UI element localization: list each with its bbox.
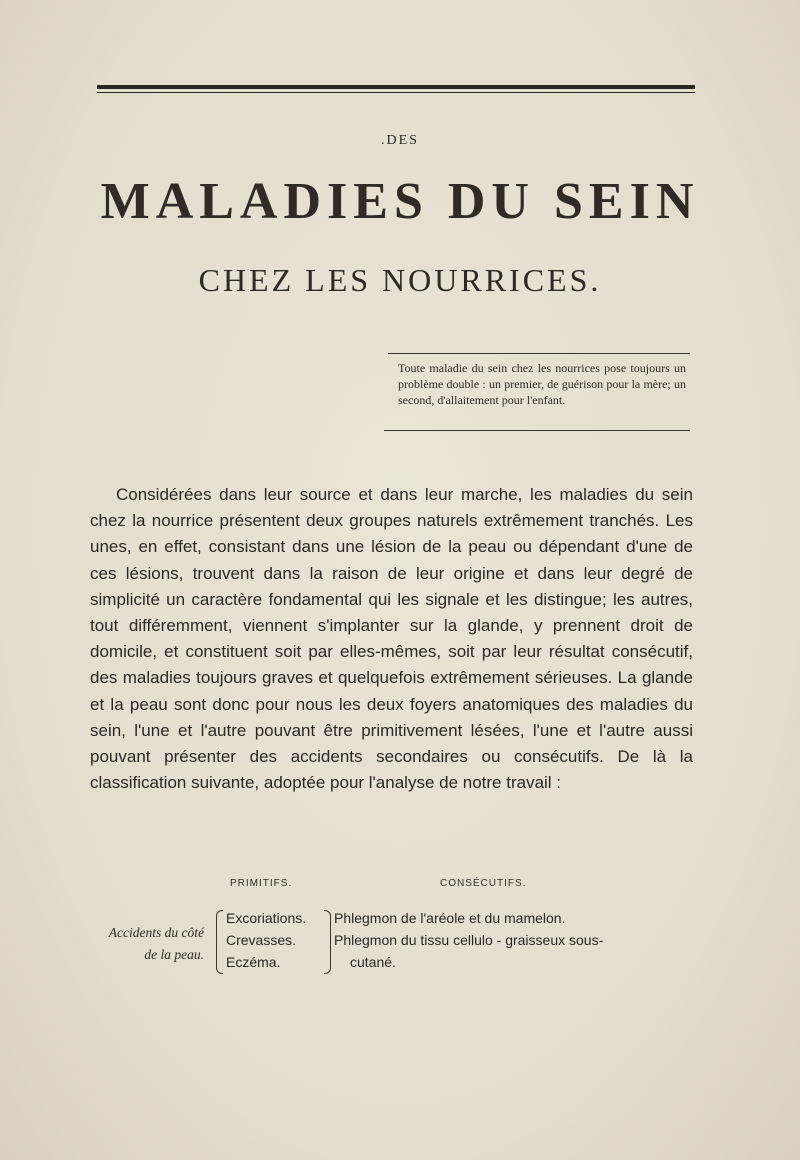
- title-prefix: .DES: [381, 133, 419, 148]
- page-title-line2: CHEZ LES NOURRICES.: [198, 262, 602, 298]
- epigraph: Toute maladie du sein chez les nourrices pose toujours un problème double : un premier, de guérison pour la mère; un second, d'allaitement pour l'enfant.: [398, 361, 686, 407]
- list-item: Phlegmon de l'aréole et du mamelon.: [334, 910, 566, 926]
- consecutive-list: [334, 907, 696, 973]
- column-header-primitive: PRIMITIFS.: [230, 878, 293, 889]
- list-item: Phlegmon du tissu cellulo - graisseux sous-: [334, 932, 604, 948]
- epigraph-bottom-rule: [384, 430, 690, 431]
- list-item: Excoriations.: [226, 910, 307, 926]
- primitive-list: [226, 907, 326, 973]
- epigraph-top-rule: [388, 353, 690, 354]
- column-header-consecutive: CONSÉCUTIFS.: [440, 878, 527, 889]
- top-rule: [97, 85, 695, 93]
- body-paragraph: Considérées dans leur source et dans leur marche, les maladies du sein chez la nourrice présentent deux groupes naturels extrêmement tranchés. Les unes, en effet, consistant dans une lésion de la peau ou dépendant d'une de ces lésions, trouvent dans la raison de leur origine et dans leur degré de simplicité un caractère fondamental qui les signale et les distingue; les autres, tout différemment, viennent s'implanter sur la glande, y prennent droit de domicile, et constituent soit par elles-mêmes, soit par leur résultat consécutif, des maladies toujours graves et quelquefois extrêmement sérieuses. La glande et la peau sont donc pour nous les deux foyers anatomiques des maladies du sein, l'une et l'autre pouvant être primitivement lésées, l'une et l'autre aussi pouvant présenter des accidents secondaires ou consécutifs. De là la classification suivante, adoptée pour l'analyse de notre travail :: [90, 485, 693, 793]
- right-brace: [324, 910, 331, 974]
- left-brace: [216, 910, 223, 974]
- group-label: [86, 922, 204, 966]
- list-item: Eczéma.: [226, 954, 281, 970]
- group-label-line2: de la peau.: [144, 947, 204, 962]
- page-title-line1: MALADIES DU SEIN: [100, 173, 700, 230]
- list-item: Crevasses.: [226, 932, 297, 948]
- list-item: cutané.: [350, 954, 396, 970]
- body-text: [90, 482, 693, 796]
- group-label-line1: Accidents du côté: [108, 925, 204, 940]
